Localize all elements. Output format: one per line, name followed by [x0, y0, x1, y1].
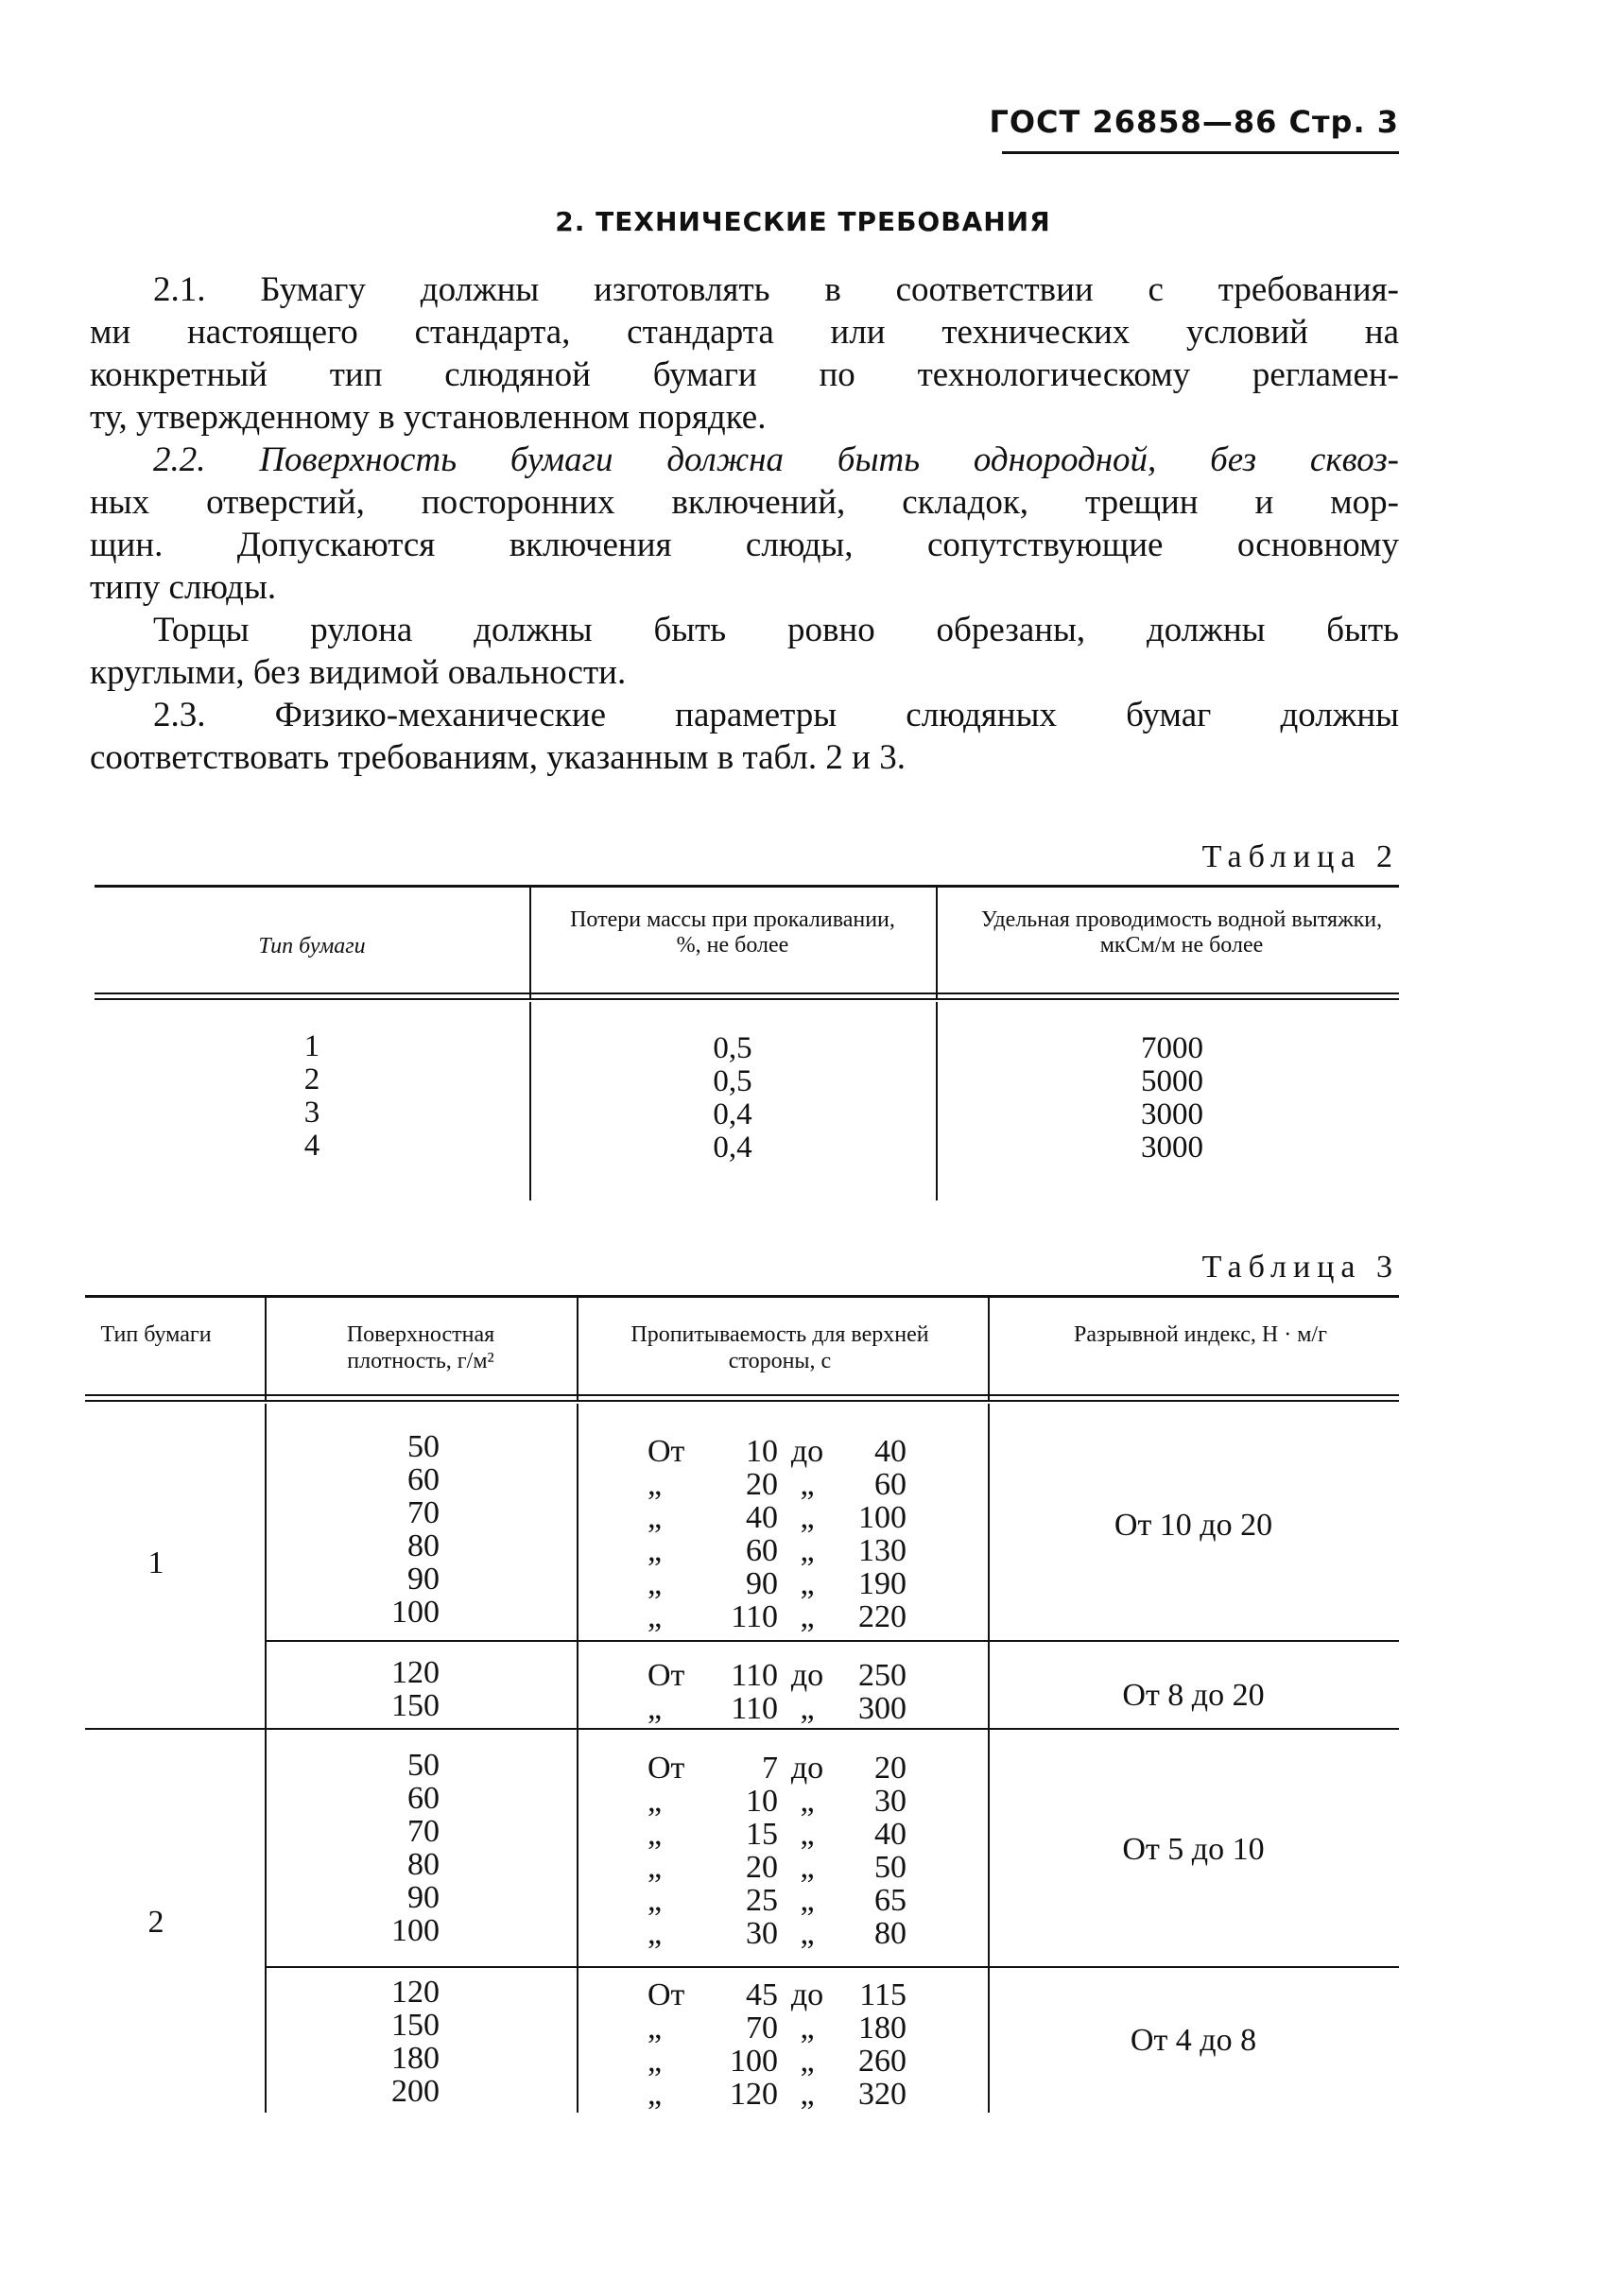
- table-3-absorb-column: [648, 1659, 907, 1725]
- table-3-density-cell: 150: [391, 2008, 440, 2043]
- table-2-divider: [936, 1002, 938, 1200]
- table-3-absorb-row: [648, 1567, 907, 1600]
- table-3-header-index: Разрывной индекс, Н · м/г: [1074, 1322, 1327, 1347]
- section-title: 2. ТЕХНИЧЕСКИЕ ТРЕБОВАНИЯ: [555, 206, 1051, 237]
- table-3-density-column: [359, 1430, 440, 1629]
- table-2-cell: 2: [303, 1062, 320, 1096]
- table-3-header-density: Поверхностная плотность, г/м²: [346, 1322, 495, 1373]
- table-3-block-rule: [265, 1640, 1399, 1642]
- table-3-divider: [577, 1297, 579, 1401]
- table-2-column-loss: [638, 1032, 827, 1165]
- table-2-top-rule: [95, 885, 1399, 888]
- paragraph-2-1-line: 2.1. Бумагу должны изготовлять в соответствии с требования-: [153, 270, 1399, 309]
- absorb-prefix: „: [648, 1500, 663, 1535]
- table-3-absorb-row: [648, 1752, 907, 1785]
- table-3-index-cell: От 5 до 10: [1122, 1832, 1265, 1867]
- table-3-density-cell: 200: [391, 2074, 440, 2109]
- absorb-to-word: до: [790, 1751, 824, 1786]
- absorb-to-word: „: [800, 1850, 815, 1885]
- table-3-density-cell: 70: [407, 1495, 440, 1530]
- absorb-prefix: „: [648, 2077, 663, 2112]
- table-3-header-absorb: Пропитываемость для верхней стороны, с: [630, 1322, 929, 1373]
- absorb-to: 40: [874, 1434, 907, 1469]
- absorb-to: 40: [874, 1817, 907, 1852]
- table-2-cell: 3000: [1141, 1097, 1203, 1131]
- absorb-from: 60: [746, 1533, 778, 1568]
- absorb-from: 7: [762, 1751, 778, 1786]
- table-2-header-rule: [95, 998, 1399, 1000]
- absorb-prefix: „: [648, 1817, 663, 1852]
- table-3-header-rule: [85, 1394, 1399, 1396]
- absorb-to-word: до: [790, 1977, 824, 2012]
- paragraph-2-1-line: ми настоящего стандарта, стандарта или технических условий на: [90, 313, 1399, 352]
- table-3-absorb-row: [648, 1785, 907, 1818]
- table-3-density-cell: 90: [407, 1562, 440, 1597]
- absorb-prefix: „: [648, 1883, 663, 1918]
- absorb-to: 220: [858, 1599, 907, 1634]
- table-2-cell: 7000: [1141, 1031, 1203, 1065]
- table-3-top-rule: [85, 1295, 1399, 1298]
- table-3-density-column: [359, 1656, 440, 1722]
- absorb-to: 65: [874, 1883, 907, 1918]
- table-3-absorb-row: [648, 1917, 907, 1950]
- table-3-type-label: 2: [147, 1905, 164, 1940]
- table-3-divider: [988, 1297, 990, 1401]
- table-2-header-type: Тип бумаги: [258, 934, 366, 958]
- absorb-prefix: „: [648, 1533, 663, 1568]
- absorb-prefix: „: [648, 2044, 663, 2079]
- absorb-to-word: „: [800, 1784, 815, 1819]
- paragraph-ends-line: Торцы рулона должны быть ровно обрезаны, должны быть: [153, 611, 1399, 649]
- paragraph-2-3-line: 2.3. Физико-механические параметры слюдяных бумаг должны: [153, 696, 1399, 734]
- absorb-to-word: „: [800, 2077, 815, 2112]
- table-3-density-column: [359, 1976, 440, 2108]
- paragraph-2-2-line: типу слюды.: [90, 568, 277, 607]
- absorb-from: 100: [730, 2044, 778, 2079]
- table-3-absorb-row: [648, 1501, 907, 1534]
- absorb-to-word: „: [800, 2011, 815, 2046]
- table-2-cell: 0,4: [713, 1131, 752, 1165]
- absorb-prefix: От: [648, 1434, 685, 1469]
- absorb-to-word: „: [800, 1533, 815, 1568]
- absorb-to-word: „: [800, 1500, 815, 1535]
- table-3-density-cell: 70: [407, 1814, 440, 1849]
- table-3-divider: [265, 1297, 267, 1401]
- absorb-to-word: „: [800, 1817, 815, 1852]
- absorb-to: 50: [874, 1850, 907, 1885]
- table-3-absorb-column: [648, 1978, 907, 2111]
- table-2-cell: 3000: [1141, 1131, 1203, 1165]
- absorb-from: 110: [731, 1658, 778, 1693]
- body-text: [90, 268, 1399, 779]
- table-3-absorb-row: [648, 1692, 907, 1725]
- table-3-absorb-column: [648, 1752, 907, 1950]
- absorb-to: 320: [858, 2077, 907, 2112]
- absorb-from: 110: [731, 1691, 778, 1726]
- absorb-to: 300: [858, 1691, 907, 1726]
- table-3-density-cell: 60: [407, 1781, 440, 1816]
- table-3-group-rule: [85, 1728, 1399, 1730]
- absorb-to: 30: [874, 1784, 907, 1819]
- table-3-density-cell: 180: [391, 2041, 440, 2076]
- table-3-absorb-row: [648, 1851, 907, 1884]
- table-2-cell: 1: [303, 1029, 320, 1063]
- table-2-divider: [529, 1002, 531, 1200]
- paragraph-2-3-line: соответствовать требованиям, указанным в табл. 2 и 3.: [90, 738, 906, 777]
- absorb-from: 20: [746, 1467, 778, 1502]
- table-2-column-conductivity: [1078, 1032, 1267, 1165]
- table-3-density-cell: 50: [407, 1429, 440, 1464]
- absorb-to-word: „: [800, 1691, 815, 1726]
- absorb-prefix: „: [648, 1467, 663, 1502]
- table-3-density-cell: 100: [391, 1595, 440, 1630]
- absorb-to-word: до: [790, 1434, 824, 1469]
- absorb-to: 60: [874, 1467, 907, 1502]
- absorb-from: 45: [746, 1977, 778, 2012]
- table-2-divider: [529, 887, 531, 1000]
- table-3-absorb-row: [648, 1884, 907, 1917]
- absorb-to-word: „: [800, 1467, 815, 1502]
- absorb-prefix: „: [648, 2011, 663, 2046]
- table-2-cell: 5000: [1141, 1064, 1203, 1098]
- table-3-absorb-row: [648, 2078, 907, 2111]
- table-3-density-cell: 120: [391, 1975, 440, 2010]
- absorb-from: 10: [746, 1784, 778, 1819]
- absorb-prefix: От: [648, 1658, 685, 1693]
- absorb-prefix: „: [648, 1850, 663, 1885]
- table-3-density-cell: 120: [391, 1655, 440, 1690]
- absorb-to: 130: [858, 1533, 907, 1568]
- table-2-header-loss: Потери массы при прокаливании, %, не более: [570, 907, 895, 958]
- absorb-from: 15: [746, 1817, 778, 1852]
- table-3-absorb-row: [648, 1818, 907, 1851]
- absorb-to-word: „: [800, 1883, 815, 1918]
- header-rule: [1002, 151, 1399, 154]
- absorb-from: 120: [730, 2077, 778, 2112]
- paragraph-ends-line: круглыми, без видимой овальности.: [90, 653, 627, 692]
- table-3-absorb-row: [648, 1600, 907, 1633]
- absorb-from: 10: [746, 1434, 778, 1469]
- absorb-to: 20: [874, 1751, 907, 1786]
- table-3-caption: Таблица 3: [1201, 1250, 1399, 1285]
- absorb-from: 90: [746, 1566, 778, 1601]
- absorb-from: 20: [746, 1850, 778, 1885]
- absorb-to-word: „: [800, 1566, 815, 1601]
- absorb-from: 40: [746, 1500, 778, 1535]
- absorb-prefix: „: [648, 1599, 663, 1634]
- table-3-index-cell: От 10 до 20: [1114, 1508, 1273, 1543]
- absorb-to-word: до: [790, 1658, 824, 1693]
- absorb-from: 25: [746, 1883, 778, 1918]
- table-3-absorb-row: [648, 1468, 907, 1501]
- absorb-prefix: От: [648, 1751, 685, 1786]
- paragraph-2-2-line: ных отверстий, посторонних включений, складок, трещин и мор-: [90, 483, 1399, 522]
- absorb-from: 110: [731, 1599, 778, 1634]
- table-2-cell: 3: [303, 1096, 320, 1130]
- table-2-cell: 4: [303, 1129, 320, 1163]
- paragraph-2-2-line: 2.2. Поверхность бумаги должна быть однородной, без сквоз-: [153, 440, 1399, 479]
- table-2-cell: 0,5: [713, 1031, 752, 1065]
- absorb-from: 70: [746, 2011, 778, 2046]
- table-3-density-cell: 100: [391, 1913, 440, 1948]
- absorb-to-word: „: [800, 1916, 815, 1951]
- table-3-absorb-row: [648, 1435, 907, 1468]
- table-3-density-cell: 80: [407, 1847, 440, 1882]
- running-header: ГОСТ 26858—86 Стр. 3: [989, 104, 1399, 140]
- absorb-to: 100: [858, 1500, 907, 1535]
- table-3-index-cell: От 8 до 20: [1122, 1678, 1265, 1713]
- absorb-to: 180: [858, 2011, 907, 2046]
- table-3-header-type: Тип бумаги: [100, 1322, 212, 1347]
- table-3-absorb-row: [648, 2011, 907, 2045]
- table-3-header-rule: [85, 1400, 1399, 1402]
- absorb-prefix: „: [648, 1784, 663, 1819]
- table-3-density-column: [359, 1749, 440, 1947]
- table-3-absorb-row: [648, 1978, 907, 2011]
- table-2-caption: Таблица 2: [1201, 839, 1399, 874]
- absorb-prefix: „: [648, 1691, 663, 1726]
- absorb-prefix: От: [648, 1977, 685, 2012]
- table-3-density-cell: 90: [407, 1880, 440, 1915]
- absorb-from: 30: [746, 1916, 778, 1951]
- paragraph-2-2-line: щин. Допускаются включения слюды, сопутствующие основному: [90, 526, 1399, 564]
- table-2-header-conductivity: Удельная проводимость водной вытяжки, мкСм/м не более: [980, 907, 1383, 958]
- table-2-cell: 0,5: [713, 1064, 752, 1098]
- table-3-density-cell: 60: [407, 1462, 440, 1497]
- table-2-cell: 0,4: [713, 1097, 752, 1131]
- table-2-divider: [936, 887, 938, 1000]
- absorb-to: 250: [858, 1658, 907, 1693]
- absorb-to: 190: [858, 1566, 907, 1601]
- absorb-to: 80: [874, 1916, 907, 1951]
- table-3-absorb-row: [648, 1534, 907, 1567]
- absorb-to: 260: [858, 2044, 907, 2079]
- table-2-column-type: [217, 1030, 406, 1163]
- absorb-to-word: „: [800, 1599, 815, 1634]
- table-3-block-rule: [265, 1966, 1399, 1968]
- table-2-header-rule: [95, 993, 1399, 994]
- table-3-absorb-row: [648, 1659, 907, 1692]
- absorb-prefix: „: [648, 1916, 663, 1951]
- table-3-density-cell: 80: [407, 1528, 440, 1563]
- table-3-density-cell: 50: [407, 1748, 440, 1783]
- table-3-absorb-row: [648, 2045, 907, 2078]
- absorb-to-word: „: [800, 2044, 815, 2079]
- paragraph-2-1-line: ту, утвержденному в установленном порядке.: [90, 398, 767, 437]
- table-3-divider: [265, 1404, 267, 2113]
- table-3-type-label: 1: [147, 1545, 164, 1580]
- table-3-divider: [577, 1404, 579, 2113]
- paragraph-2-1-line: конкретный тип слюдяной бумаги по технологическому регламен-: [90, 355, 1399, 394]
- table-3-index-cell: От 4 до 8: [1130, 2023, 1257, 2058]
- absorb-to: 115: [859, 1977, 907, 2012]
- table-3-absorb-column: [648, 1435, 907, 1633]
- table-3-density-cell: 150: [391, 1688, 440, 1723]
- absorb-prefix: „: [648, 1566, 663, 1601]
